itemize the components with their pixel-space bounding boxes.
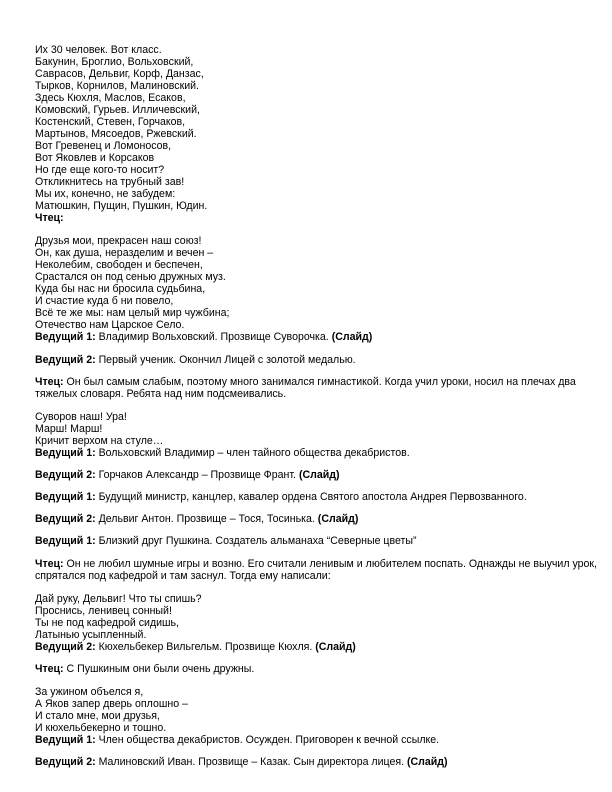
text-span: Откликнитесь на трубный зав! bbox=[35, 176, 185, 188]
text-span: И стало мне, мои друзья, bbox=[35, 710, 160, 722]
text-line bbox=[35, 513, 358, 525]
text-span: Комовский, Гурьев. Илличевский, bbox=[35, 104, 200, 116]
text-span: Суворов наш! Ура! bbox=[35, 411, 127, 423]
text-line bbox=[35, 663, 254, 675]
text-span: Близкий друг Пушкина. Создатель альманаха “Северные цветы” bbox=[95, 535, 417, 547]
text-line bbox=[35, 295, 173, 307]
text-line bbox=[35, 176, 184, 188]
text-span: Он, как душа, неразделим и вечен – bbox=[35, 247, 214, 259]
text-line bbox=[35, 756, 448, 768]
bold-label: (Слайд) bbox=[317, 513, 359, 525]
text-line bbox=[35, 271, 226, 283]
text-span: И кюхельбекерно и тошно. bbox=[35, 722, 167, 734]
text-line bbox=[35, 44, 162, 56]
text-span: тяжелых словаря. Ребята над ним подсмеивались. bbox=[35, 388, 287, 400]
text-span: И счастие куда б ни повело, bbox=[35, 295, 174, 307]
bold-label: (Слайд) bbox=[315, 641, 356, 653]
text-span: Ты не под кафедрой сидишь, bbox=[35, 617, 180, 629]
text-line bbox=[35, 212, 64, 224]
text-span: А Яков запер дверь оплошно – bbox=[35, 698, 188, 710]
bold-label: Ведущий 1: bbox=[35, 331, 96, 343]
text-line bbox=[35, 116, 185, 128]
bold-label: Ведущий 2: bbox=[35, 354, 96, 366]
text-line bbox=[35, 200, 207, 212]
text-line bbox=[35, 593, 201, 605]
text-line bbox=[35, 283, 205, 295]
bold-label: Ведущий 2: bbox=[35, 756, 96, 768]
text-line bbox=[35, 319, 184, 331]
text-line bbox=[35, 259, 203, 271]
text-span: Дай руку, Дельвиг! Что ты спишь? bbox=[35, 593, 202, 605]
text-line bbox=[35, 734, 439, 746]
text-span: Отечество нам Царское Село. bbox=[35, 319, 185, 331]
text-span: Он был самым слабым, поэтому много занимался гимнастикой. Когда учил уроки, носил на плечах два bbox=[63, 376, 576, 388]
text-span: Мы их, конечно, не забудем: bbox=[35, 188, 176, 200]
text-line bbox=[35, 570, 331, 582]
text-span: Малиновский Иван. Прозвище – Казак. Сын директора лицея. bbox=[95, 756, 407, 768]
bold-label: Ведущий 2: bbox=[35, 513, 96, 525]
text-line bbox=[35, 104, 200, 116]
text-line bbox=[35, 128, 197, 140]
text-line bbox=[35, 617, 179, 629]
text-span: Член общества декабристов. Осужден. Приговорен к вечной ссылке. bbox=[95, 734, 440, 746]
bold-label: Чтец: bbox=[35, 212, 64, 224]
text-span: Вот Яковлев и Корсаков bbox=[35, 152, 155, 164]
text-line bbox=[35, 605, 172, 617]
bold-label: Ведущий 1: bbox=[35, 535, 96, 547]
text-line bbox=[35, 247, 213, 259]
bold-label: Ведущий 1: bbox=[35, 491, 96, 503]
text-line bbox=[35, 152, 154, 164]
text-span: Горчаков Александр – Прозвище Франт. bbox=[95, 469, 299, 481]
text-span: Здесь Кюхля, Маслов, Есаков, bbox=[35, 92, 186, 104]
bold-label: Чтец: bbox=[35, 558, 64, 570]
bold-label: Ведущий 2: bbox=[35, 641, 96, 653]
text-line bbox=[35, 235, 201, 247]
text-line bbox=[35, 423, 102, 435]
text-line bbox=[35, 435, 163, 447]
text-line bbox=[35, 188, 175, 200]
text-line bbox=[35, 376, 576, 388]
text-span: Бакунин, Броглио, Вольховский, bbox=[35, 56, 194, 68]
text-span: Кюхельбекер Вильгельм. Прозвище Кюхля. bbox=[95, 641, 316, 653]
text-line bbox=[35, 491, 527, 503]
text-line bbox=[35, 722, 166, 734]
text-line bbox=[35, 641, 356, 653]
text-span: Кричит верхом на стуле… bbox=[35, 435, 164, 447]
text-line bbox=[35, 629, 146, 641]
text-span: Первый ученик. Окончил Лицей с золотой медалью. bbox=[95, 354, 356, 366]
text-span: Мартынов, Мясоедов, Ржевский. bbox=[35, 128, 197, 140]
text-span: Но где еще кого-то носит? bbox=[35, 164, 165, 176]
text-line bbox=[35, 331, 372, 343]
text-span: С Пушкиным они были очень дружны. bbox=[63, 663, 255, 675]
text-line bbox=[35, 698, 188, 710]
bold-label: (Слайд) bbox=[331, 331, 373, 343]
text-span: Саврасов, Дельвиг, Корф, Данзас, bbox=[35, 68, 204, 80]
text-span: спрятался под кафедрой и там заснул. Тогда ему написали: bbox=[35, 570, 331, 582]
text-span: Всё те же мы: нам целый мир чужбина; bbox=[35, 307, 230, 319]
text-span: Вольховский Владимир – член тайного общества декабристов. bbox=[95, 447, 410, 459]
text-span: Латынью усыпленный. bbox=[35, 629, 147, 641]
bold-label: Ведущий 1: bbox=[35, 447, 96, 459]
text-line bbox=[35, 686, 143, 698]
text-span: Костенский, Стевен, Горчаков, bbox=[35, 116, 186, 128]
text-line bbox=[35, 447, 410, 459]
text-line bbox=[35, 535, 417, 547]
text-span: Проснись, ленивец сонный! bbox=[35, 605, 172, 617]
text-span: Куда бы нас ни бросила судьбина, bbox=[35, 283, 206, 295]
text-span: Дельвиг Антон. Прозвище – Тося, Тосинька. bbox=[95, 513, 318, 525]
text-span: Неколебим, свободен и беспечен, bbox=[35, 259, 203, 271]
text-line bbox=[35, 92, 186, 104]
text-span: Срастался он под сенью дружных муз. bbox=[35, 271, 226, 283]
text-line bbox=[35, 140, 171, 152]
text-line bbox=[35, 469, 340, 481]
text-line bbox=[35, 354, 356, 366]
text-line bbox=[35, 56, 193, 68]
text-line bbox=[35, 710, 160, 722]
bold-label: (Слайд) bbox=[407, 756, 448, 768]
bold-label: Чтец: bbox=[35, 376, 64, 388]
text-span: Тырков, Корнилов, Малиновский. bbox=[35, 80, 199, 92]
bold-label: (Слайд) bbox=[298, 469, 340, 481]
text-line bbox=[35, 164, 164, 176]
text-span: Друзья мои, прекрасен наш союз! bbox=[35, 235, 202, 247]
text-span: Их 30 человек. Вот класс. bbox=[35, 44, 162, 56]
text-span: Владимир Вольховский. Прозвище Суворочка. bbox=[95, 331, 332, 343]
text-span: Матюшкин, Пущин, Пушкин, Юдин. bbox=[35, 200, 208, 212]
text-span: Будущий министр, канцлер, кавалер ордена Святого апостола Андрея Первозванного. bbox=[95, 491, 527, 503]
bold-label: Ведущий 2: bbox=[35, 469, 96, 481]
text-line bbox=[35, 388, 286, 400]
text-span: Он не любил шумные игры и возню. Его считали ленивым и любителем поспать. Однажды не выучил урок, bbox=[63, 558, 597, 570]
text-line bbox=[35, 68, 204, 80]
text-line bbox=[35, 558, 597, 570]
text-span: Марш! Марш! bbox=[35, 423, 103, 435]
bold-label: Чтец: bbox=[35, 663, 64, 675]
text-span: За ужином объелся я, bbox=[35, 686, 144, 698]
text-span: Вот Гревенец и Ломоносов, bbox=[35, 140, 172, 152]
bold-label: Ведущий 1: bbox=[35, 734, 96, 746]
text-line bbox=[35, 80, 199, 92]
text-line bbox=[35, 307, 229, 319]
text-line bbox=[35, 411, 127, 423]
